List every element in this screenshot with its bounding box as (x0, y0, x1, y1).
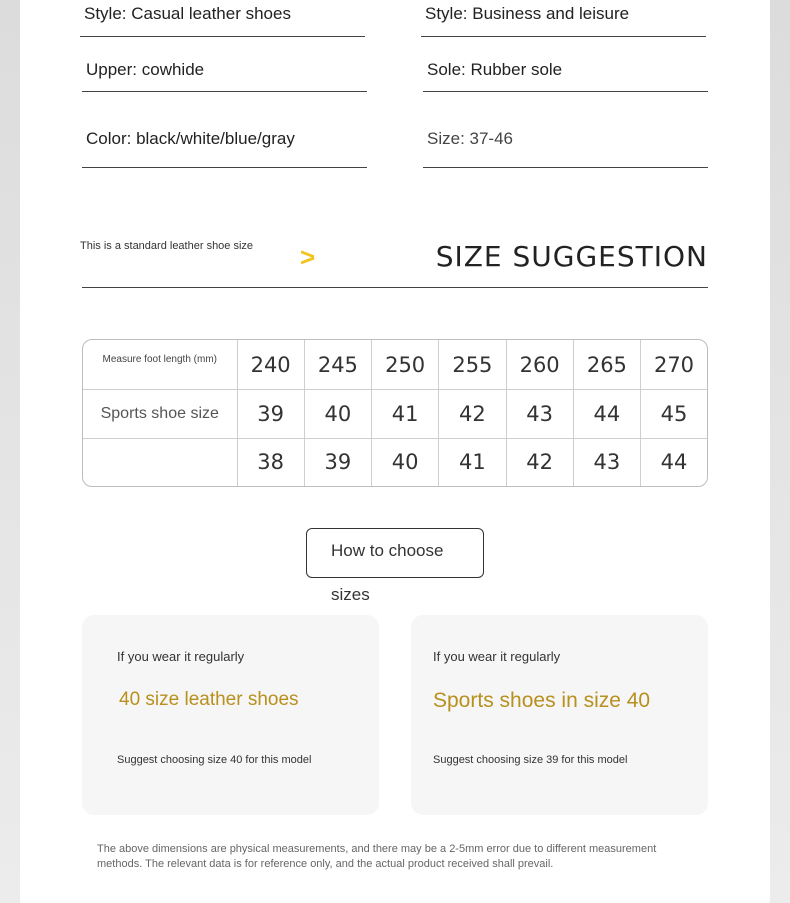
spec-sole: Sole: Rubber sole (423, 60, 708, 92)
chevron-right-icon: > (300, 242, 316, 272)
table-row-sports-size (83, 390, 707, 439)
size-hint-text: This is a standard leather shoe size (80, 240, 254, 252)
row-label-sports-size: Sports shoe size (83, 390, 237, 439)
table-cell: 42 (439, 390, 506, 439)
how-to-choose-sizes-button[interactable]: How to choose sizes (306, 528, 484, 578)
tip-suggestion-text: Suggest choosing size 40 for this model (117, 754, 312, 766)
table-cell: 265 (573, 340, 640, 390)
tip-card-sports (411, 615, 708, 815)
tip-lead-text: If you wear it regularly (117, 649, 245, 664)
spec-size: Size: 37-46 (423, 129, 708, 168)
tip-card-leather (82, 615, 379, 815)
tip-suggestion-text: Suggest choosing size 39 for this model (433, 754, 628, 766)
measurement-note: The above dimensions are physical measurements, and there may be a 2-5mm error due to different measurement methods. The relevant data is for reference only, and the actual product received shall prevail. (97, 843, 657, 870)
table-cell: 38 (237, 438, 304, 486)
table-cell: 41 (439, 438, 506, 486)
size-suggestion-title: SIZE SUGGESTION (435, 240, 708, 273)
title-divider (82, 287, 708, 288)
table-cell: 43 (573, 438, 640, 486)
table-cell: 40 (304, 390, 371, 439)
tip-lead-text: If you wear it regularly (433, 649, 561, 664)
spec-color: Color: black/white/blue/gray (82, 129, 367, 168)
table-cell: 40 (372, 438, 439, 486)
table-cell: 39 (237, 390, 304, 439)
table-cell: 42 (506, 438, 573, 486)
table-cell: 245 (304, 340, 371, 390)
table-cell: 255 (439, 340, 506, 390)
table-row-leather-size (83, 438, 707, 486)
spec-style-business: Style: Business and leisure (421, 4, 706, 37)
table-cell: 41 (372, 390, 439, 439)
row-label-foot-length: Measure foot length (mm) (83, 340, 237, 390)
table-cell: 260 (506, 340, 573, 390)
spec-upper: Upper: cowhide (82, 60, 367, 92)
table-cell: 250 (372, 340, 439, 390)
table-cell: 44 (660, 450, 688, 475)
table-cell: 43 (506, 390, 573, 439)
table-cell: 240 (237, 340, 304, 390)
table-row-foot-length (83, 340, 707, 390)
size-chart-table (82, 339, 708, 487)
page-background-right (770, 0, 790, 903)
table-cell: 45 (641, 390, 708, 439)
tip-highlight-text: 40 size leather shoes (119, 689, 299, 710)
row-label-leather-size (83, 438, 237, 486)
table-cell: 44 (573, 390, 640, 439)
tip-highlight-text: Sports shoes in size 40 (433, 689, 651, 712)
spec-style-casual: Style: Casual leather shoes (80, 4, 365, 37)
table-cell: 39 (304, 438, 371, 486)
page-background-left (0, 0, 20, 903)
table-cell: 270 (641, 340, 708, 390)
